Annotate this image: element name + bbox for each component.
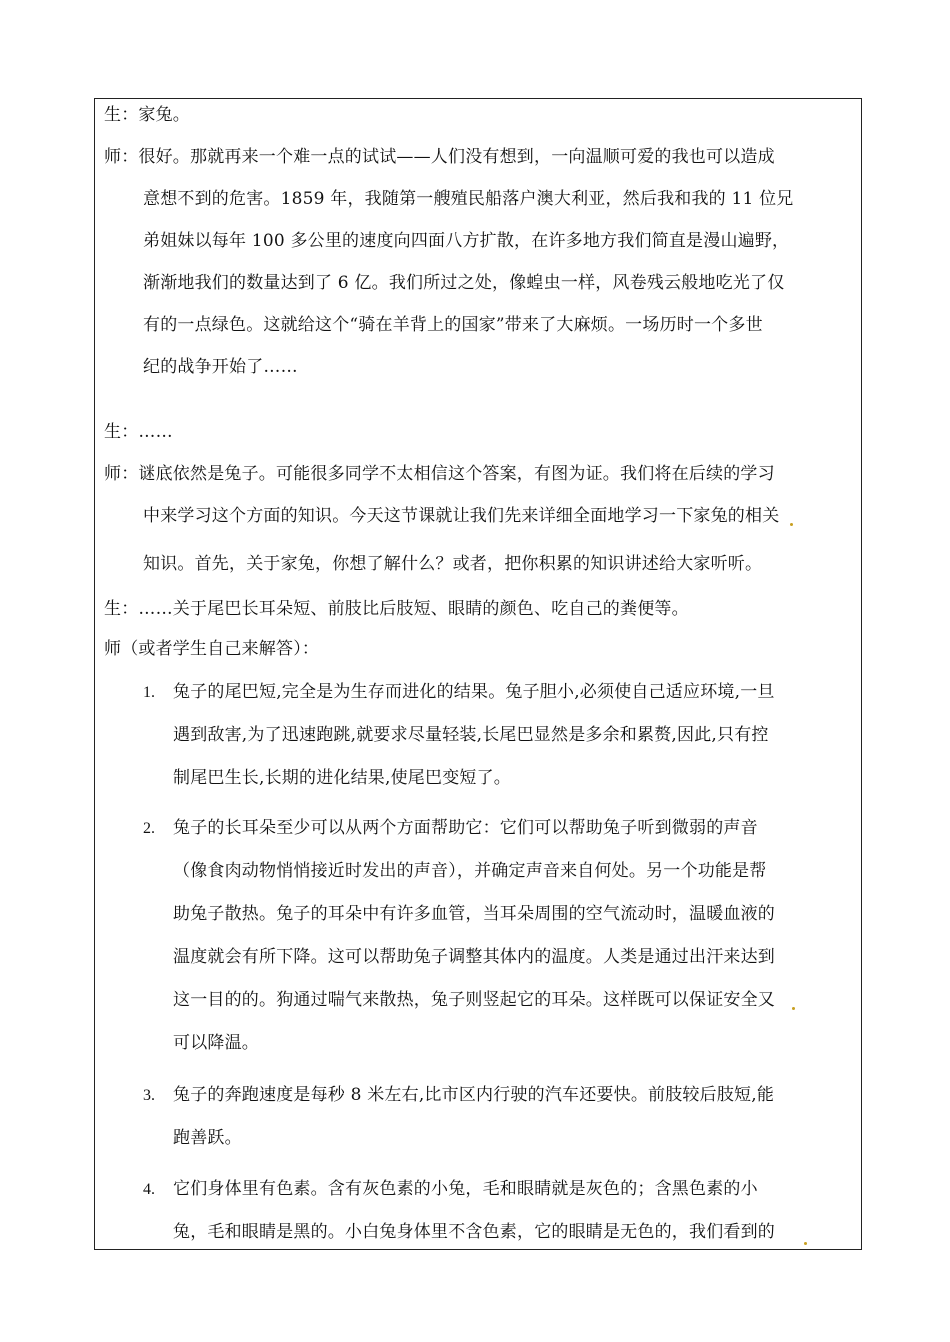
- list-item-line: 助兔子散热。兔子的耳朵中有许多血管，当耳朵周围的空气流动时，温暖血液的: [173, 904, 775, 924]
- text-line: 生：……关于尾巴长耳朵短、前肢比后肢短、眼睛的颜色、吃自己的粪便等。: [104, 599, 689, 619]
- list-item-line: 这一目的的。狗通过喘气来散热，兔子则竖起它的耳朵。这样既可以保证安全又: [173, 990, 775, 1010]
- text-line: 意想不到的危害。1859 年，我随第一艘殖民船落户澳大利亚，然后我和我的 11 位兄: [143, 189, 794, 209]
- list-item-line: 温度就会有所下降。这可以帮助兔子调整其体内的温度。人类是通过出汗来达到: [173, 947, 775, 967]
- list-item-line: 制尾巴生长,长期的进化结果,使尾巴变短了。: [173, 768, 512, 788]
- list-item-line: 它们身体里有色素。含有灰色素的小兔，毛和眼睛就是灰色的；含黑色素的小: [173, 1179, 758, 1199]
- text-line: 弟姐妹以每年 100 多公里的速度向四面八方扩散，在许多地方我们简直是漫山遍野，: [143, 231, 790, 251]
- list-number: 2.: [143, 820, 155, 837]
- list-number: 1.: [143, 684, 155, 701]
- text-line: 渐渐地我们的数量达到了 6 亿。我们所过之处，像蝗虫一样，风卷残云般地吃光了仅: [143, 273, 785, 293]
- text-line: 生：家兔。: [104, 105, 190, 125]
- list-number: 4.: [143, 1181, 155, 1198]
- list-item-line: （像食肉动物悄悄接近时发出的声音），并确定声音来自何处。另一个功能是帮: [173, 861, 767, 881]
- list-item-line: 可以降温。: [173, 1033, 259, 1053]
- list-item-line: 遇到敌害,为了迅速跑跳,就要求尽量轻装,长尾巴显然是多余和累赘,因此,只有控: [173, 725, 769, 745]
- scan-mark: [790, 523, 793, 526]
- table-frame: [94, 98, 862, 1250]
- list-item-line: 兔子的长耳朵至少可以从两个方面帮助它：它们可以帮助兔子听到微弱的声音: [173, 818, 758, 838]
- text-line: 生：……: [104, 422, 173, 442]
- text-line: 有的一点绿色。这就给这个“骑在羊背上的国家”带来了大麻烦。一场历时一个多世: [143, 315, 763, 335]
- scan-mark: [792, 1007, 795, 1010]
- text-line: 师：谜底依然是兔子。可能很多同学不太相信这个答案，有图为证。我们将在后续的学习: [104, 464, 775, 484]
- text-line: 纪的战争开始了……: [143, 357, 298, 377]
- list-number: 3.: [143, 1087, 155, 1104]
- text-line: 知识。首先，关于家兔，你想了解什么？或者，把你积累的知识讲述给大家听听。: [143, 554, 763, 574]
- text-line: 师（或者学生自己来解答）：: [104, 639, 320, 659]
- list-item-line: 兔，毛和眼睛是黑的。小白兔身体里不含色素，它的眼睛是无色的，我们看到的: [173, 1222, 775, 1242]
- list-item-line: 跑善跃。: [173, 1128, 242, 1148]
- scan-mark: [804, 1242, 807, 1245]
- text-line: 中来学习这个方面的知识。今天这节课就让我们先来详细全面地学习一下家兔的相关: [143, 506, 780, 526]
- text-line: 师：很好。那就再来一个难一点的试试——人们没有想到，一向温顺可爱的我也可以造成: [104, 147, 775, 167]
- list-item-line: 兔子的奔跑速度是每秒 8 米左右,比市区内行驶的汽车还要快。前肢较后肢短,能: [173, 1085, 775, 1105]
- list-item-line: 兔子的尾巴短,完全是为生存而进化的结果。兔子胆小,必须使自己适应环境,一旦: [173, 682, 775, 702]
